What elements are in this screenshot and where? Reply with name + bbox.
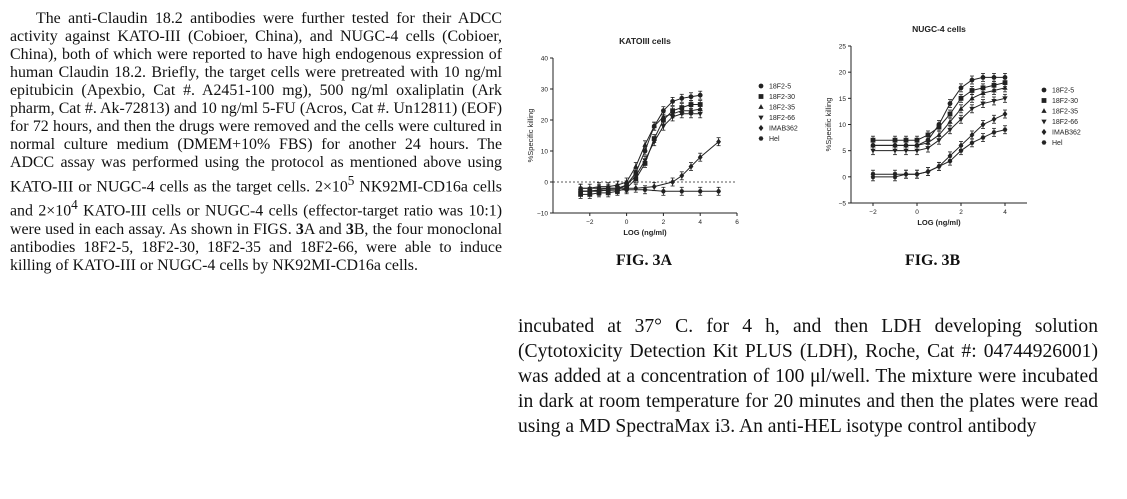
data-point <box>643 188 648 192</box>
legend-label-18f2-66: 18F2-66 <box>1052 119 1079 126</box>
x-tick-label: 0 <box>915 209 919 216</box>
legend-marker-18f2-5 <box>1042 88 1047 93</box>
data-point <box>992 75 997 80</box>
y-tick-label: 30 <box>540 86 548 94</box>
body-text-right: incubated at 37° C. for 4 h, and then LDH developing solution (Cytotoxicity Detection Kit PLUS (LDH), Roche, Cat #: 04744926001) was added at a concentration of 100 μl/well. The mixture were incubated in dark at room temperature for 20 minutes and then the plates were read using a MD SpectraMax i3. An anti-HEL isotype control antibody <box>518 316 1098 437</box>
fit-curve-hel <box>581 190 719 192</box>
y-tick-label: −5 <box>838 200 846 208</box>
data-point <box>670 179 675 185</box>
left-text-part2: NK92MI-CD16a cells and 2×10 <box>10 178 502 220</box>
y-tick-label: −10 <box>536 210 548 218</box>
y-axis-label: %Specific killing <box>526 108 535 163</box>
x-axis-label: LOG (ng/ml) <box>917 218 961 227</box>
data-point <box>948 112 953 117</box>
figure-caption-3a: FIG. 3A <box>616 252 672 269</box>
series-imab362 <box>578 138 721 193</box>
y-tick-label: 40 <box>540 55 548 63</box>
x-tick-label: −2 <box>869 209 877 216</box>
series-18f2-35 <box>578 105 703 192</box>
figure-ref-bold: 3 <box>345 220 354 238</box>
left-text-part4: A and <box>303 220 346 238</box>
y-axis-label: %Specific killing <box>824 97 833 152</box>
legend-marker-18f2-30 <box>1042 98 1047 103</box>
data-point <box>915 172 920 176</box>
legend-label-18f2-30: 18F2-30 <box>769 94 796 101</box>
x-tick-label: 4 <box>698 219 703 226</box>
x-tick-label: −2 <box>586 219 594 226</box>
x-tick-label: 2 <box>959 209 963 216</box>
legend-marker-18f2-66 <box>1041 120 1046 125</box>
figure-ref-bold: 3 <box>295 220 304 238</box>
body-text-left <box>10 10 502 275</box>
y-tick-label: 20 <box>540 117 548 125</box>
data-point <box>689 94 694 99</box>
x-tick-label: 6 <box>735 219 739 226</box>
legend-label-18f2-66: 18F2-66 <box>769 115 796 122</box>
data-point <box>716 189 721 193</box>
legend-label-imab362: IMAB362 <box>769 125 798 133</box>
x-tick-label: 2 <box>661 219 666 226</box>
legend-marker-imab362 <box>759 125 764 131</box>
figure-3a-chart <box>515 22 810 237</box>
data-point <box>679 189 684 193</box>
y-tick-label: 25 <box>838 43 846 51</box>
y-tick-label: 0 <box>544 179 548 187</box>
series-18f2-30 <box>578 101 702 199</box>
data-point <box>981 136 986 140</box>
legend-label-18f2-5: 18F2-5 <box>769 83 792 91</box>
legend-marker-18f2-30 <box>759 94 764 99</box>
legend-marker-18f2-66 <box>758 116 763 121</box>
data-point <box>716 139 721 145</box>
left-text-part5: B, the four monoclonal antibodies 18F2-5, 18F2-30, 18F2-35 and 18F2-66, were able to induce killing of KATO-III or NUGC-4 cells by NK92MI-CD16a cells. <box>10 220 502 274</box>
data-point <box>992 130 997 134</box>
data-point <box>1002 85 1007 90</box>
data-point <box>1003 111 1008 117</box>
series-18f2-66 <box>578 110 703 196</box>
data-point <box>936 138 941 143</box>
data-point <box>679 96 684 101</box>
data-point <box>633 185 638 191</box>
legend-marker-hel <box>759 136 764 140</box>
data-point <box>1003 128 1008 132</box>
data-point <box>926 170 931 174</box>
data-point <box>959 85 964 90</box>
y-tick-label: 10 <box>838 122 846 129</box>
data-point <box>698 189 703 193</box>
y-tick-label: 10 <box>540 148 548 156</box>
legend-marker-18f2-5 <box>759 84 764 89</box>
data-point <box>698 93 703 98</box>
fit-curve-imab362 <box>581 142 719 189</box>
data-point <box>633 164 638 169</box>
data-point <box>926 133 931 138</box>
legend-label-18f2-35: 18F2-35 <box>1052 108 1079 116</box>
chart-title: KATOIII cells <box>619 36 671 46</box>
data-point <box>661 189 666 193</box>
chart-title: NUGC-4 cells <box>912 24 966 34</box>
data-point <box>970 88 975 93</box>
data-point <box>992 116 997 122</box>
legend-marker-imab362 <box>1042 129 1047 135</box>
figure-3b-chart <box>815 22 1115 237</box>
data-point <box>937 125 942 130</box>
left-text-part1: The anti-Claudin 18.2 antibodies were further tested for their ADCC activity against KATO-III (Cobioer, China), and NUGC-4 cells (Cobioer, China), both of which were reported to have high endogenous expression of human Claudin 18.2. Briefly, the target cells were pretreated with 10 ng/ml epitubicin (Apexbio, Cat #. A2451-100 mg), 500 ng/ml oxaliplatin (Ark pharm, Cat #. Ak-72813) and 10 ng/ml 5-FU (Acros, Cat #. Un12811) (EOF) for 72 hours, and then the drugs were removed and the cells were cultured in normal culture medium (DMEM+10% FBS) for another 24 hours. The ADCC assay was performed using the protocol as mentioned above using KATO-III or NUGC-4 cells as the target cells. 2×10 <box>10 10 502 196</box>
legend-label-18f2-5: 18F2-5 <box>1052 87 1075 95</box>
x-axis-label: LOG (ng/ml) <box>623 228 667 237</box>
data-point <box>642 142 647 147</box>
legend-marker-hel <box>1042 140 1047 144</box>
data-point <box>970 78 975 83</box>
x-tick-label: 4 <box>1003 209 1007 216</box>
legend-marker-18f2-35 <box>758 104 763 109</box>
legend-label-imab362: IMAB362 <box>1052 129 1081 137</box>
data-point <box>981 75 986 80</box>
superscript-exponent: 4 <box>71 197 78 213</box>
y-tick-label: 15 <box>838 95 846 103</box>
data-point <box>959 96 964 101</box>
data-point <box>689 102 694 107</box>
legend-label-18f2-35: 18F2-35 <box>769 104 796 112</box>
data-point <box>652 184 657 190</box>
y-tick-label: 5 <box>842 148 846 156</box>
legend-label-18f2-30: 18F2-30 <box>1052 98 1079 105</box>
y-tick-label: 0 <box>842 174 846 182</box>
superscript-exponent: 5 <box>347 173 355 188</box>
data-point <box>948 101 953 106</box>
legend-label-hel: Hel <box>1052 140 1063 147</box>
figure-caption-3b: FIG. 3B <box>905 252 961 269</box>
data-point <box>661 108 666 113</box>
legend-marker-18f2-35 <box>1041 108 1046 113</box>
legend-label-hel: Hel <box>769 136 780 143</box>
y-tick-label: 20 <box>838 69 846 77</box>
data-point <box>670 99 675 104</box>
x-tick-label: 0 <box>624 219 629 226</box>
data-point <box>904 172 909 176</box>
left-text-part3: KATO-III cells or NUGC-4 cells (effector-target ratio was 10:1) were used in each assay. As shown in FIGS. <box>10 202 502 238</box>
